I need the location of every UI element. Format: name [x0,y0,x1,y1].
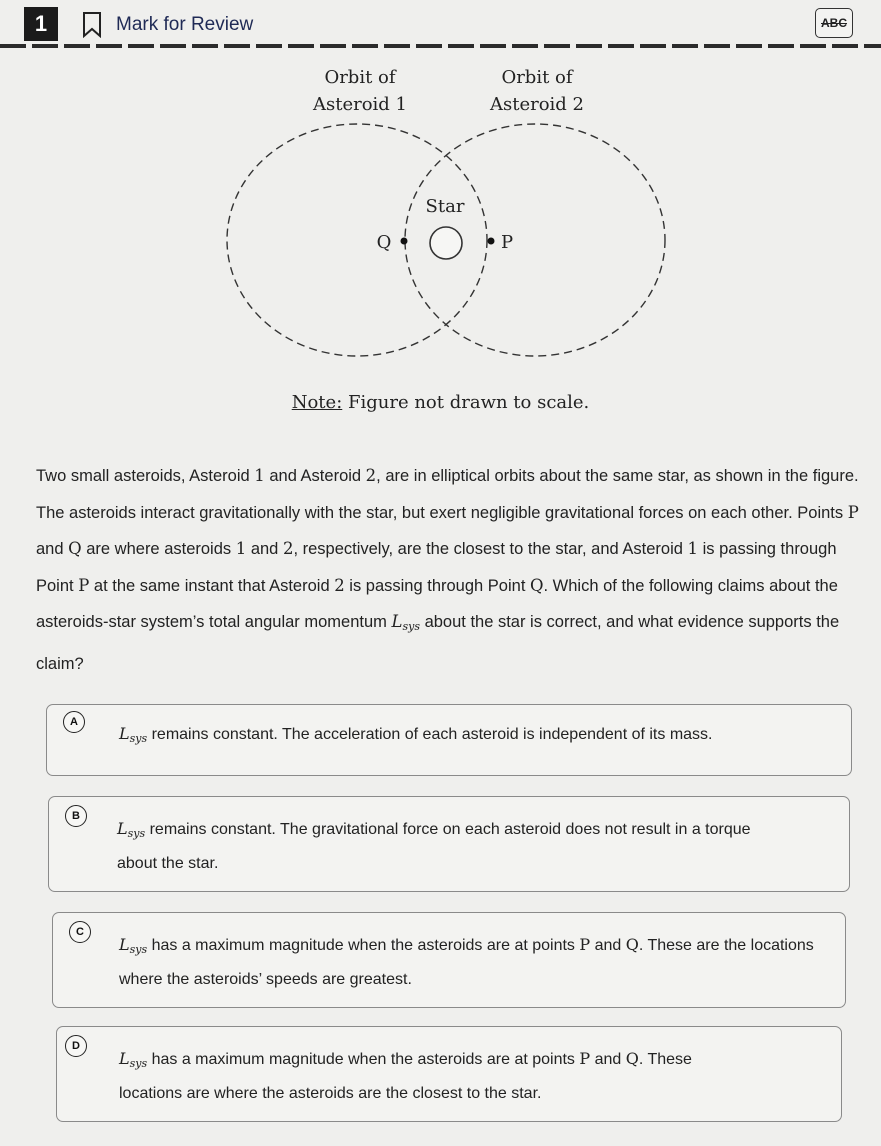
point-q-label: Q [376,232,392,253]
orbit2-label-line1: Orbit of [501,67,573,88]
choice-letter-c: C [69,921,91,943]
l-sys-symbol: $L_{sys}$ [391,612,420,633]
note-label: Note: [291,392,343,413]
star-label: Star [425,196,465,217]
answer-choice-c[interactable] [52,912,846,1008]
choice-text-c: $L_{sys}$ has a maximum magnitude when the asteroids are at points P and Q. These are the locations where the asteroids’ speeds are greatest. [119,935,814,988]
choice-letter-a: A [63,711,85,733]
header-divider [0,44,881,48]
choice-letter-b: B [65,805,87,827]
choice-letter-d: D [65,1035,87,1057]
choice-text-a: $L_{sys}$ remains constant. The acceleration of each asteroid is independent of its mass. [119,724,713,745]
question-number-badge: 1 [24,7,58,41]
point-q-dot [401,238,408,245]
orbit-diagram [0,55,881,385]
answer-choice-b[interactable] [48,796,850,892]
orbit2-label-line2: Asteroid 2 [489,94,585,115]
orbit1-label-line2: Asteroid 1 [312,94,408,115]
bookmark-icon[interactable] [82,12,102,38]
choice-text-b: $L_{sys}$ remains constant. The gravitational force on each asteroid does not result in a torque about the star. [117,819,751,872]
mark-for-review-button[interactable]: Mark for Review [116,14,254,35]
abc-strikethrough-tool-button[interactable]: ABC [815,8,853,38]
point-p-dot [488,238,495,245]
choice-text-d: $L_{sys}$ has a maximum magnitude when the asteroids are at points P and Q. These locations are where the asteroids are the closest to the star. [119,1049,692,1102]
orbit-figure [0,55,881,425]
orbit1-label-line1: Orbit of [324,67,396,88]
question-stem: Two small asteroids, Asteroid 1 and Asteroid 2, are in elliptical orbits about the same star, as shown in the figure. The asteroids interact gravitationally with the star, but exert negligible gravitational forces on each other. Points P and Q are where asteroids 1 and 2, respectively, are the closest to the star, and Asteroid 1 is passing through Point P at the same instant that Asteroid 2 is passing through Point Q. Which of the following claims about the asteroids-star system’s total angular momentum $L_{sys}$ about the star is correct, and what evidence supports the claim? [36,466,859,673]
answer-choice-d[interactable] [56,1026,842,1122]
answer-choice-a[interactable] [46,704,852,776]
star-circle [430,227,462,259]
figure-note [0,392,881,413]
point-p-label: P [500,232,514,253]
question-header [0,0,881,46]
note-text: Figure not drawn to scale. [348,392,590,413]
